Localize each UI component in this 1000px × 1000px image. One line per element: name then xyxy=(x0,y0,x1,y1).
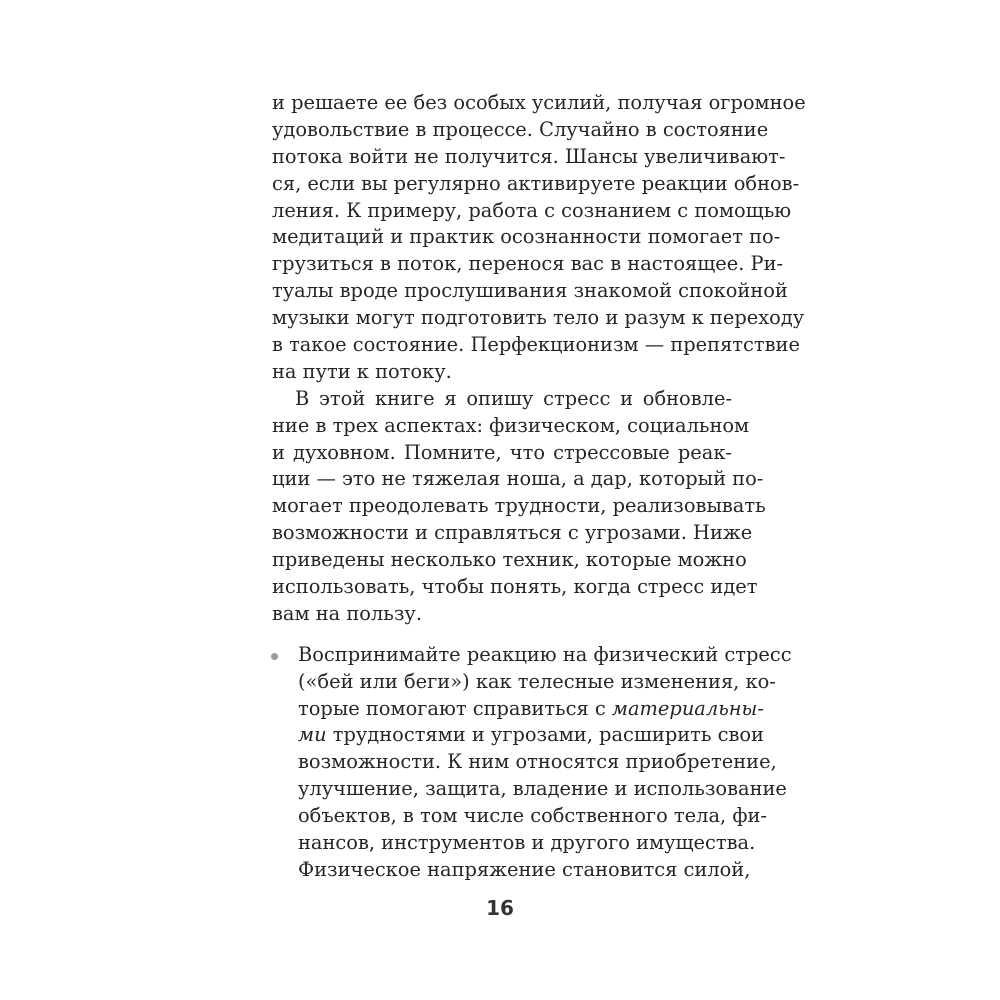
text-line: туалы вроде прослушивания знакомой спокойной xyxy=(272,279,788,303)
text-line: улучшение, защита, владение и использование xyxy=(298,777,787,801)
text-line: музыки могут подготовить тело и разум к переходу xyxy=(272,306,805,330)
text-line: нансов, инструментов и другого имущества. xyxy=(298,831,756,855)
paragraph-1 xyxy=(272,90,806,386)
text-line: потока войти не получится. Шансы увеличивают- xyxy=(272,144,786,168)
text-line: на пути к потоку. xyxy=(272,359,452,383)
body-text xyxy=(272,90,806,884)
text-line: Физическое напряжение становится силой, xyxy=(298,857,751,881)
text-line: ления. К примеру, работа с сознанием с помощью xyxy=(272,198,792,222)
text-line: ции — это не тяжелая ноша, а дар, который по- xyxy=(272,467,764,491)
text-line: возможности. К ним относятся приобретение, xyxy=(298,750,777,774)
text-line: и решаете ее без особых усилий, получая огромное xyxy=(272,91,806,114)
text-line: в такое состояние. Перфекционизм — препятствие xyxy=(272,333,800,357)
text-line: удовольствие в процессе. Случайно в состояние xyxy=(272,117,769,141)
text-line: ние в трех аспектах: физическом, социальном xyxy=(272,413,750,437)
text-line: ся, если вы регулярно активируете реакции обнов- xyxy=(272,171,800,195)
text-fragment: торые помогают справиться с xyxy=(298,696,612,720)
text-line: («бей или беги») как телесные изменения, ко- xyxy=(298,669,776,693)
text-line: использовать, чтобы понять, когда стресс идет xyxy=(272,575,758,599)
text-line xyxy=(272,696,764,723)
text-line: медитаций и практик осознанности помогает по- xyxy=(272,225,781,249)
text-fragment: трудностями и угрозами, расширить свои xyxy=(326,723,764,747)
emphasis-text: ми xyxy=(298,723,327,747)
text-line: В этой книге я опишу стресс и обновле- xyxy=(295,386,732,410)
text-line: и духовном. Помните, что стрессовые реак- xyxy=(272,440,732,464)
page-number: 16 xyxy=(486,896,514,920)
text-line: вам на пользу. xyxy=(272,601,422,625)
paragraph-spacer xyxy=(272,628,732,642)
text-line: приведены несколько техник, которые можно xyxy=(272,548,747,572)
emphasis-text: материальны- xyxy=(611,696,764,720)
text-line: Воспринимайте реакцию на физический стресс xyxy=(298,642,792,666)
bullet-list-item xyxy=(272,642,792,884)
text-line: могает преодолевать трудности, реализовывать xyxy=(272,494,766,518)
text-line: возможности и справляться с угрозами. Ниже xyxy=(272,521,753,545)
bullet-dot-icon xyxy=(271,653,278,660)
paragraph-2 xyxy=(272,386,766,628)
text-line xyxy=(272,722,764,749)
text-line: объектов, в том числе собственного тела, фи- xyxy=(298,804,767,828)
text-line: грузиться в поток, перенося вас в настоящее. Ри- xyxy=(272,252,784,276)
